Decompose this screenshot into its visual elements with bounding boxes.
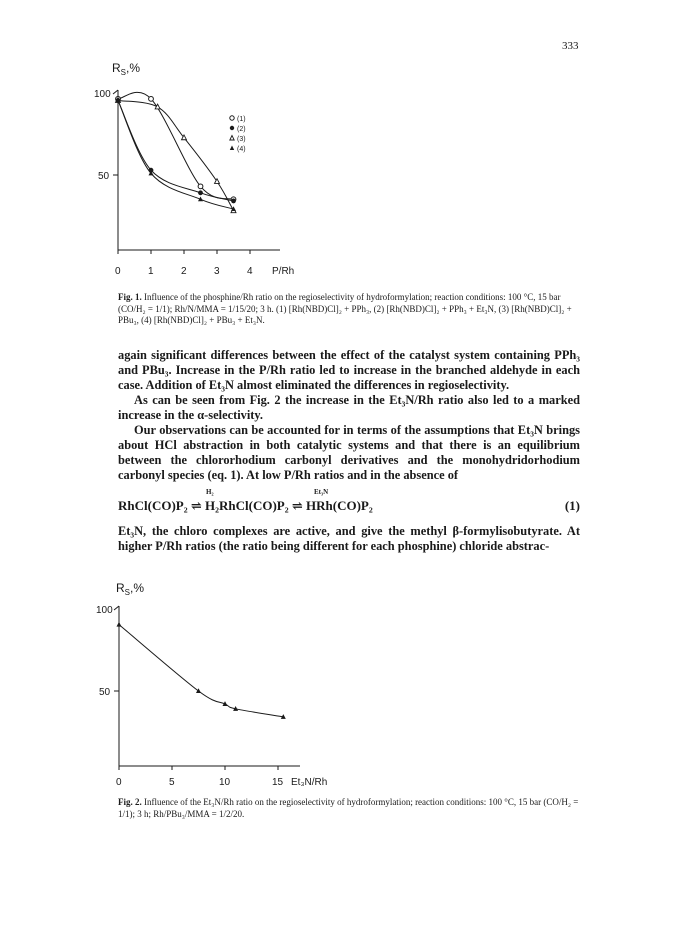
- fig1-xtick-0: 0: [115, 266, 121, 277]
- legend-marker-filled-circle: [230, 126, 234, 130]
- figure-2-chart: [0, 560, 680, 795]
- figure-1-caption: [118, 292, 580, 327]
- figure-1: [0, 52, 680, 292]
- fig2-xlabel: Et₃N/Rh: [291, 777, 328, 788]
- paragraph-4: Et₃N, the chloro complexes are active, and give the methyl β-formylisobutyrate. At higher P/Rh ratios (the ratio being different for each phosphine) chloride abstrac-: [118, 524, 580, 553]
- fig1-ylabel: $R_S,\%$: [112, 61, 141, 77]
- figure-2: [0, 560, 680, 795]
- fig1-series-4-line: [118, 100, 234, 209]
- fig1-curves: [118, 92, 234, 210]
- legend-marker-open-triangle: [230, 136, 234, 141]
- fig1-xtick-4: 4: [247, 266, 253, 277]
- legend-label-1: (1): [237, 116, 246, 123]
- figure-1-caption-text: Influence of the phosphine/Rh ratio on the regioselectivity of hydroformylation; reaction conditions: 100 °C, 15 bar (CO/H₂ = 1/1); Rh/N/MMA = 1/15/20; 3 h. (1) [Rh(NBD)Cl]₂ + PPh₃, (2) [Rh(NBD)Cl]₂ + PPh₃ + Et₃N, (3) [Rh(NBD)Cl]₂ + PBu₃, (4) [Rh(NBD)Cl]₂ + PBu₃ + Et₃N.: [118, 292, 572, 325]
- legend-marker-open-circle: [230, 116, 234, 120]
- page-number: 333: [562, 40, 579, 52]
- fig1-series-1-point-3: [198, 184, 203, 189]
- equation-number: (1): [564, 498, 580, 513]
- body-text-bottom: [118, 524, 580, 554]
- fig2-ytick-100: 100: [96, 605, 113, 616]
- paragraph-3: Our observations can be accounted for in terms of the assumptions that Et₃N brings about HCl abstraction in both catalytic systems and that there is an equilibrium between the chlororhodium carbonyl derivatives and the monohydridorhodium carbonyl species (eq. 1). At low P/Rh ratios and in the absence of: [118, 423, 580, 482]
- legend-label-4: (4): [237, 146, 246, 153]
- fig1-xtick-1: 1: [148, 266, 154, 277]
- fig2-series-1-point-2: [196, 688, 201, 693]
- fig1-series-2-point-3: [198, 190, 203, 195]
- fig1-series-2-line: [118, 100, 234, 200]
- equation-text: RhCl(CO)P₂ ⇌ H₂RhCl(CO)P₂ ⇌ HRh(CO)P₂: [118, 498, 373, 513]
- fig1-xlabel: P/Rh: [272, 266, 295, 277]
- fig1-legend: [230, 116, 246, 153]
- fig2-curves: [119, 625, 283, 717]
- body-text-top: [118, 348, 580, 483]
- figure-2-caption-label: Fig. 2.: [118, 797, 142, 807]
- fig2-ytick-mark-100: [114, 606, 119, 610]
- fig2-markers: [117, 622, 286, 719]
- fig1-series-3-line: [118, 100, 234, 210]
- fig1-series-2-point-4: [231, 199, 236, 204]
- figure-1-caption-label: Fig. 1.: [118, 292, 142, 302]
- fig2-ytick-50: 50: [99, 687, 111, 698]
- figure-2-caption: [118, 797, 580, 820]
- fig2-xtick-10: 10: [219, 777, 231, 788]
- fig2-series-1-point-1: [117, 622, 122, 627]
- equation-over-label-1: H₂: [206, 488, 214, 496]
- figure-2-caption-text: Influence of the Et₃N/Rh ratio on the regioselectivity of hydroformylation; reaction conditions: 100 °C, 15 bar (CO/H₂ = 1/1); 3 h; Rh/PBu₃/MMA = 1/2/20.: [118, 797, 579, 819]
- fig1-ytick-50: 50: [98, 171, 110, 182]
- legend-label-3: (3): [237, 136, 246, 143]
- fig1-ytick-100: 100: [94, 89, 111, 100]
- paragraph-2: As can be seen from Fig. 2 the increase in the Et₃N/Rh ratio also led to a marked increase in the α-selectivity.: [118, 393, 580, 422]
- fig1-xtick-2: 2: [181, 266, 187, 277]
- legend-marker-filled-triangle: [230, 146, 234, 151]
- fig1-series-1-point-2: [149, 96, 154, 101]
- fig2-xtick-15: 15: [272, 777, 284, 788]
- fig2-series-1-line: [119, 625, 283, 717]
- fig1-ytick-mark-100: [113, 90, 118, 94]
- fig2-xtick-0: 0: [116, 777, 122, 788]
- fig1-markers: [116, 96, 237, 212]
- fig2-ylabel: $R_S,\%$: [116, 581, 145, 597]
- fig1-xtick-3: 3: [214, 266, 220, 277]
- legend-label-2: (2): [237, 126, 246, 133]
- figure-1-chart: [0, 52, 680, 292]
- fig2-xtick-5: 5: [169, 777, 175, 788]
- paragraph-1: again significant differences between the effect of the catalyst system containing PPh₃ and PBu₃. Increase in the P/Rh ratio led to increase in the branched aldehyde in each case. Addition of Et₃N almost eliminated the differences in regioselectivity.: [118, 348, 580, 392]
- equation-over-label-2: Et₃N: [314, 488, 329, 496]
- equation-1: [118, 488, 580, 516]
